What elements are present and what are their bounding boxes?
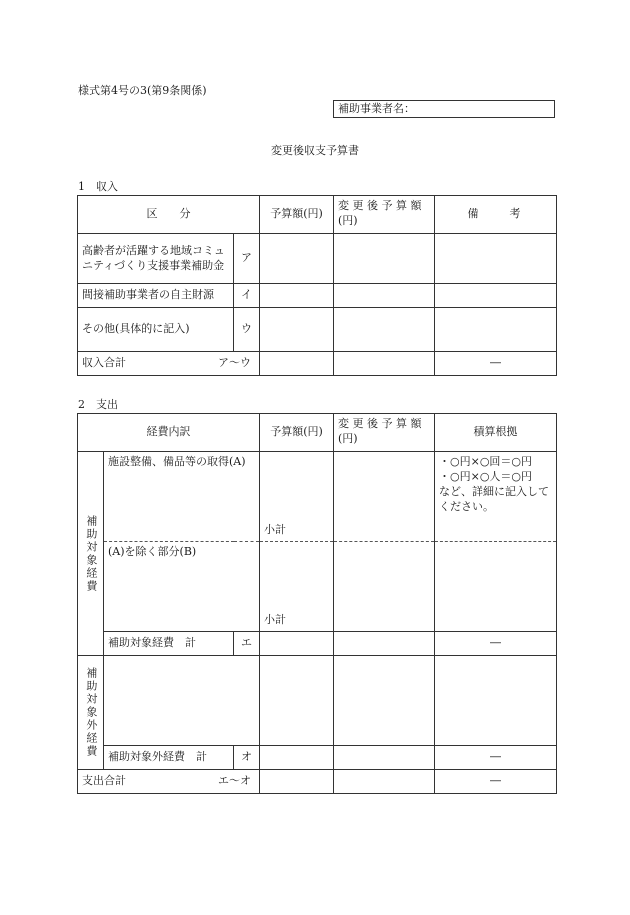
expense-total-cell <box>78 770 260 794</box>
revised-budget-cell[interactable] <box>334 352 435 376</box>
item-a-label: 施設整備、備品等の取得(A) <box>104 452 260 542</box>
col-header-remarks: 備 考 <box>435 196 557 234</box>
basis-cell[interactable] <box>435 542 557 632</box>
revised-budget-cell[interactable] <box>334 308 435 352</box>
row-label: 高齢者が活躍する地域コミュニティづくり支援事業補助金 <box>78 234 234 284</box>
remarks-dash: ― <box>435 746 557 770</box>
eligible-total-row <box>78 632 557 656</box>
budget-cell[interactable] <box>260 284 334 308</box>
col-header-basis: 積算根拠 <box>435 414 557 452</box>
row-code: ウ <box>234 308 260 352</box>
revised-budget-cell[interactable] <box>334 632 435 656</box>
row-label: 間接補助事業者の自主財源 <box>78 284 234 308</box>
budget-cell[interactable] <box>260 746 334 770</box>
revised-budget-cell[interactable] <box>334 542 435 632</box>
income-table <box>77 195 557 376</box>
revised-budget-cell[interactable] <box>334 234 435 284</box>
non-eligible-group-label-cell <box>78 656 104 770</box>
budget-cell[interactable] <box>260 308 334 352</box>
col-header-breakdown: 経費内訳 <box>78 414 260 452</box>
revised-budget-cell[interactable] <box>334 770 435 794</box>
table-row <box>78 656 557 746</box>
expense-total-code: エ～オ <box>218 774 251 788</box>
income-total-row <box>78 352 557 376</box>
basis-cell[interactable] <box>435 656 557 746</box>
col-header-budget: 予算額(円) <box>260 414 334 452</box>
table-row <box>78 308 557 352</box>
form-number: 様式第4号の3(第9条関係) <box>78 84 207 97</box>
col-header-revised-budget: 変 更 後 予 算 額 (円) <box>334 414 435 452</box>
revised-budget-cell[interactable] <box>334 284 435 308</box>
remarks-dash: ― <box>435 632 557 656</box>
non-eligible-total-code: オ <box>234 746 260 770</box>
revised-budget-cell[interactable] <box>334 746 435 770</box>
subtotal-label: 小計 <box>264 523 286 537</box>
table-row <box>78 542 557 632</box>
remarks-cell[interactable] <box>435 234 557 284</box>
income-total-code: ア～ウ <box>218 356 251 370</box>
remarks-cell[interactable] <box>435 284 557 308</box>
row-code: イ <box>234 284 260 308</box>
income-total-cell <box>78 352 260 376</box>
col-header-revised-budget: 変 更 後 予 算 額 (円) <box>334 196 435 234</box>
expense-section-title: 2 支出 <box>78 398 118 411</box>
document-title: 変更後収支予算書 <box>271 144 359 157</box>
budget-cell[interactable] <box>260 770 334 794</box>
revised-budget-cell[interactable] <box>334 656 435 746</box>
income-section-title: 1 収入 <box>78 180 118 193</box>
item-a-subtotal[interactable] <box>260 452 334 542</box>
item-b-label: (A)を除く部分(B) <box>104 542 260 632</box>
subtotal-label: 小計 <box>264 613 286 627</box>
budget-cell[interactable] <box>260 352 334 376</box>
non-eligible-group-label: 補助対象外経費 <box>84 667 98 758</box>
revised-budget-cell[interactable] <box>334 452 435 542</box>
item-b-subtotal[interactable] <box>260 542 334 632</box>
expense-table <box>77 413 557 794</box>
row-label: その他(具体的に記入) <box>78 308 234 352</box>
row-code: ア <box>234 234 260 284</box>
non-eligible-item-cell[interactable] <box>104 656 260 746</box>
budget-cell[interactable] <box>260 632 334 656</box>
eligible-total-label: 補助対象経費 計 <box>104 632 234 656</box>
expense-total-row <box>78 770 557 794</box>
operator-name-label: 補助事業者名： <box>338 102 415 115</box>
col-header-budget: 予算額(円) <box>260 196 334 234</box>
operator-name-box[interactable] <box>333 100 555 118</box>
eligible-group-label-cell <box>78 452 104 656</box>
remarks-cell[interactable] <box>435 308 557 352</box>
table-row <box>78 234 557 284</box>
non-eligible-total-row <box>78 746 557 770</box>
remarks-dash: ― <box>435 770 557 794</box>
table-row <box>78 284 557 308</box>
table-row <box>78 452 557 542</box>
income-total-label: 収入合計 <box>82 356 126 370</box>
expense-total-label: 支出合計 <box>82 774 126 788</box>
eligible-total-code: エ <box>234 632 260 656</box>
remarks-dash: ― <box>435 352 557 376</box>
eligible-group-label: 補助対象経費 <box>84 514 98 593</box>
budget-cell[interactable] <box>260 656 334 746</box>
non-eligible-total-label: 補助対象外経費 計 <box>104 746 234 770</box>
budget-cell[interactable] <box>260 234 334 284</box>
col-header-category: 区 分 <box>78 196 260 234</box>
basis-note: ・○円×○回＝○円 ・○円×○人＝○円 など、詳細に記入してください。 <box>435 452 557 542</box>
